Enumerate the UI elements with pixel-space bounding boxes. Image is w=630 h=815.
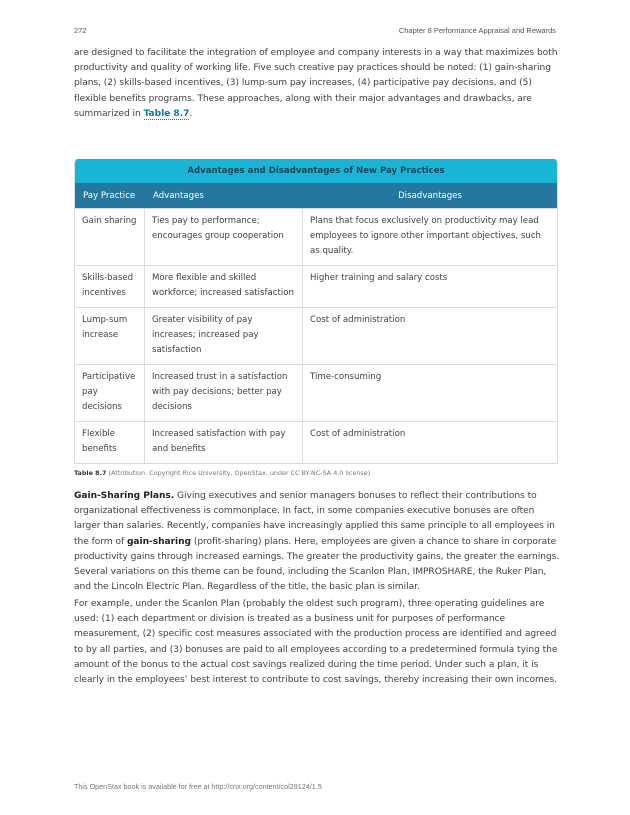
cell-disadvantages: Cost of administration (310, 429, 406, 439)
cell-practice: Flexible benefits (75, 422, 145, 463)
table-title: Advantages and Disadvantages of New Pay Practices (75, 159, 557, 183)
table-row (75, 208, 557, 265)
intro-end: . (189, 108, 193, 119)
cell-practice: Lump-sum increase (75, 308, 145, 364)
cell-practice: Gain sharing (75, 209, 145, 265)
table-link[interactable]: Table 8.7 (143, 108, 190, 119)
cell-disadvantages: Cost of administration (310, 315, 406, 325)
pay-practices-table (74, 159, 558, 464)
table-row (75, 265, 557, 307)
cell-disadvantages: Time-consuming (310, 372, 382, 382)
cell-advantages: Increased trust in a satisfaction with pay decisions; better pay decisions (145, 365, 303, 421)
scanlon-paragraph: For example, under the Scanlon Plan (probably the oldest such program), three operating guidelines are used: (1) each department or division is treated as a business unit for purposes of performance measurement, (2) specific cost measures associated with the production process are identified and agreed to by all parties, and (3) bonuses are paid to all employees according to a predetermined formula tying the amount of the bonus to the actual cost savings realized during the time period. Under such a plan, it is clearly in the employees’ best interest to contribute to cost savings, thereby increasing their own incomes. (74, 599, 558, 686)
cell-advantages: More flexible and skilled workforce; increased satisfaction (145, 266, 303, 307)
running-head (74, 26, 556, 38)
table-header-row (75, 183, 557, 208)
column-header-advantages: Advantages (153, 190, 204, 201)
table-caption (74, 469, 370, 477)
cell-advantages: Ties pay to performance; encourages group cooperation (145, 209, 303, 265)
table-row (75, 421, 557, 463)
caption-label: Table 8.7 (74, 469, 107, 477)
table-row (75, 307, 557, 364)
cell-disadvantages: Plans that focus exclusively on productivity may lead employees to ignore other important objectives, such as quality. (310, 216, 541, 256)
section-text-1: Giving executives and senior managers bonuses to reflect their contributions to organizational effectiveness is commonplace. In fact, in some companies executive bonuses are often larger than salaries. Recently, companies have increasingly applied this same principle to all employees in the form of (74, 491, 555, 547)
section-heading: Gain-Sharing Plans. (74, 491, 175, 501)
cell-practice: Participative pay decisions (75, 365, 145, 421)
column-header-pay-practice: Pay Practice (83, 190, 136, 201)
table-row (75, 364, 557, 421)
cell-practice: Skills-based incentives (75, 266, 145, 307)
caption-text: (Attribution: Copyright Rice University, OpenStax, under CC BY-NC-SA 4.0 license) (106, 469, 371, 477)
cell-disadvantages: Higher training and salary costs (310, 273, 448, 283)
intro-paragraph (74, 46, 560, 122)
gain-sharing-paragraph (74, 489, 560, 595)
key-term: gain-sharing (126, 536, 191, 547)
page-number: 272 (74, 26, 87, 35)
chapter-title: Chapter 8 Performance Appraisal and Rewards (398, 26, 556, 35)
cell-advantages: Increased satisfaction with pay and benefits (145, 422, 303, 463)
cell-advantages: Greater visibility of pay increases; increased pay satisfaction (145, 308, 303, 364)
column-header-disadvantages: Disadvantages (398, 190, 462, 201)
intro-text: are designed to facilitate the integration of employee and company interests in a way that maximizes both productivity and quality of working life. Five such creative pay practices should be noted: (1) gain-sharing plans, (2) skills-based incentives, (3) lump-sum pay increases, (4) participative pay decisions, and (5) flexible benefits programs. These approaches, along with their major advantages and drawbacks, are summarized in (74, 48, 558, 119)
page-footer: This OpenStax book is available for free at http://cnx.org/content/col29124/1.5 (74, 782, 322, 791)
section-text-2: (profit-sharing) plans. Here, employees are given a chance to share in corporate productivity gains through increased earnings. The greater the productivity gains, the greater the earnings. Several variations on this theme can be found, including the Scanlon Plan, IMPROSHARE, the Ruker Plan, and the Lincoln Electric Plan. Regardless of the title, the basic plan is similar. (74, 536, 560, 593)
